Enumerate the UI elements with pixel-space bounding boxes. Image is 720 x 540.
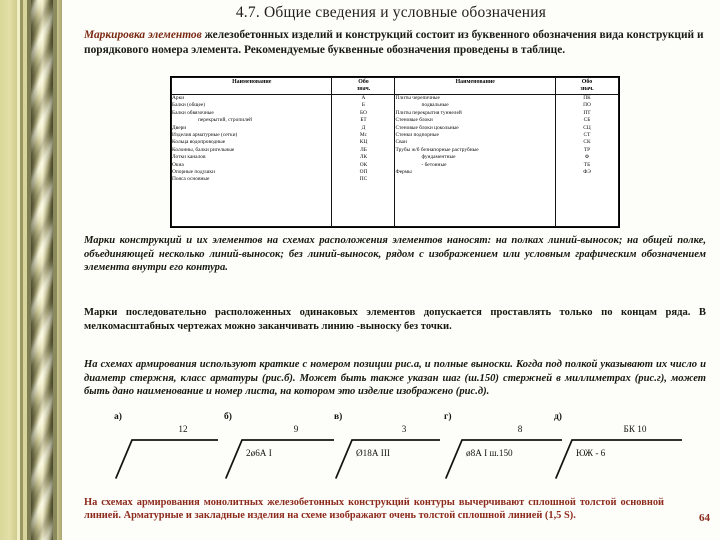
names-right-item: Стенки подпорные <box>395 132 439 139</box>
codes-right-item: ПК <box>583 95 591 101</box>
header-code-left-line2: знач. <box>356 86 371 93</box>
names-right-item: Фермы <box>395 169 412 176</box>
names-left-item: Балки обвязочные <box>172 109 214 116</box>
codes-left-item: ЛК <box>359 154 368 161</box>
codes-right-item: СК <box>583 139 591 146</box>
border-rope-gloss <box>31 0 53 540</box>
codes-right-item: ТР <box>583 146 591 153</box>
slide-content <box>62 0 720 540</box>
names-right-item: Стеновые блоки <box>395 117 433 124</box>
header-code-right-line2: знач. <box>580 86 594 93</box>
codes-right-item: СБ <box>583 117 591 124</box>
designation-table-figure <box>170 76 620 228</box>
leader-figure-below-label: 2ø6А I <box>246 448 272 458</box>
leader-figure-3 <box>334 412 452 492</box>
codes-left-item: Мс <box>359 132 368 139</box>
table-row <box>172 95 619 227</box>
leader-line-icon <box>224 434 340 480</box>
table-cell-codes-left <box>332 95 395 227</box>
leader-figure-above-label: 9 <box>293 424 299 434</box>
names-left-item: Арки <box>172 95 185 101</box>
table-cell-names-left <box>172 95 332 227</box>
codes-left-item: Б <box>361 102 366 109</box>
border-band-1 <box>0 0 17 540</box>
leader-figure-5 <box>554 412 694 492</box>
paragraph-reinforcement: На схемах армирования используют краткие с номером позиции рис.а, и полные выноски. Когда под полкой указывают их число и диаметр стержня, класс арматуры (рис.б). Может быть также указан шаг (ш.150) стержней в миллиметрах (рис.г), может быть дано наименование и номер листа, на котором это изделие изображено (рис.д). <box>84 359 706 398</box>
intro-emphasis: Маркировка элементов <box>84 29 202 41</box>
leader-figure-above-label: 12 <box>178 424 188 434</box>
codes-left-item: ОП <box>359 169 368 176</box>
codes-left-item: ОК <box>359 161 368 168</box>
leader-figure-above-label: 3 <box>401 424 407 434</box>
names-right-item: Трубы ж/б безнапорные раструбные <box>395 146 479 153</box>
codes-left-list <box>332 95 394 184</box>
leader-figure-above-label: БК 10 <box>623 424 647 434</box>
codes-right-list <box>556 95 618 176</box>
leader-figure-letter: д) <box>554 412 562 422</box>
names-left-item: Изделия арматурные (сетки) <box>172 132 238 139</box>
names-right-item: - бетонные <box>421 161 447 168</box>
codes-left-item: А <box>361 95 366 101</box>
designation-table <box>171 77 619 227</box>
paragraph-sequence: Марки последовательно расположенных одинаковых элементов допускается проставлять только по концам ряда. В мелкомасштабных чертежах можно заканчивать линию -выноску без точки. <box>84 307 706 332</box>
header-code-left <box>332 78 395 95</box>
names-left-item: Балки (общее) <box>172 102 206 109</box>
leader-figure-above-label: 8 <box>517 424 523 434</box>
intro-paragraph <box>84 28 704 57</box>
names-left-item: Опорные подушки <box>172 169 215 176</box>
codes-left-item: Д <box>361 124 366 131</box>
table-header-row <box>172 78 619 95</box>
leader-figure-below-label: ЮЖ - 6 <box>576 448 606 458</box>
paragraph-markings: Марки конструкций и их элементов на схемах расположения элементов наносят: на полках линий-выносок; на общей полке, объединяющей несколько линий-выносок; без линий-выносок, рядом с изображением или условным графическим обозначением элемента внутри его контура. <box>84 235 706 274</box>
codes-right-item: ТБ <box>583 161 591 168</box>
names-right-list <box>395 95 554 176</box>
codes-right-item: Ф <box>584 154 590 161</box>
codes-right-item: ФЭ <box>583 169 591 176</box>
header-name-right: Наименование <box>395 78 555 95</box>
codes-left-item: ЛБ <box>360 146 367 153</box>
names-left-list <box>172 95 331 184</box>
leader-line-icon <box>334 434 446 480</box>
leader-figure-letter: г) <box>444 412 452 422</box>
names-left-item: Пояса основные <box>172 176 210 183</box>
table-cell-names-right <box>395 95 555 227</box>
names-right-item: подвальные <box>421 102 449 109</box>
footer-note: На схемах армирования монолитных железобетонных конструкций контуры вычерчивают сплошной толстой основной линией. Арматурные и закладные изделия на схеме изображают очень толстой сплошной линией (1,5 S). <box>84 497 664 522</box>
leader-line-icon <box>114 434 224 480</box>
intro-rest: железобетонных изделий и конструкций состоит из буквенного обозначения вида конструкций и порядкового номера элемента. Рекомендуемые буквенные обозначения проведены в таблице. <box>84 29 704 56</box>
names-left-item: перекрытий, стропилей <box>198 117 253 124</box>
names-left-item: Окна <box>172 161 184 168</box>
header-code-left-line1: Обо <box>358 79 369 85</box>
leader-figure-1 <box>114 412 230 492</box>
leader-figure-below-label: ø8А I ш.150 <box>466 448 513 458</box>
names-right-item: Сваи <box>395 139 407 146</box>
leader-line-icon <box>554 434 688 480</box>
leader-line-figures <box>84 412 706 492</box>
page-number: 64 <box>699 512 710 524</box>
names-right-item: фундаментные <box>421 154 456 161</box>
codes-left-item: ПС <box>359 176 368 183</box>
codes-right-item: ПТ <box>583 109 591 116</box>
leader-figure-letter: б) <box>224 412 232 422</box>
leader-line-icon <box>444 434 568 480</box>
names-left-item: Кольца водопроводные <box>172 139 226 146</box>
names-right-item: Плиты черепичные <box>395 95 440 101</box>
names-right-item: Плиты перекрытия туннелей <box>395 109 462 116</box>
leader-figure-2 <box>224 412 346 492</box>
table-body <box>172 95 619 227</box>
leader-figure-below-label: Ø18А III <box>356 448 390 458</box>
names-right-item: Стеновые блоки цокольные <box>395 124 459 131</box>
header-code-right <box>555 78 618 95</box>
leader-figure-letter: а) <box>114 412 122 422</box>
names-left-item: Двери <box>172 124 187 131</box>
codes-right-item: СТ <box>583 132 591 139</box>
header-name-left: Наименование <box>172 78 332 95</box>
names-left-item: Колонны, балки ригельные <box>172 146 235 153</box>
leader-figure-letter: в) <box>334 412 343 422</box>
decorative-left-border <box>0 0 62 540</box>
codes-right-item: СЦ <box>583 124 591 131</box>
header-code-right-line1: Обо <box>581 79 593 85</box>
codes-left-item: КЦ <box>359 139 368 146</box>
codes-right-item: ПО <box>583 102 591 109</box>
codes-left-item: БО <box>360 109 367 116</box>
names-left-item: Лотки каналов <box>172 154 206 161</box>
page-title: 4.7. Общие сведения и условные обозначения <box>235 4 547 21</box>
table-cell-codes-right <box>555 95 618 227</box>
codes-left-item: БТ <box>360 117 367 124</box>
